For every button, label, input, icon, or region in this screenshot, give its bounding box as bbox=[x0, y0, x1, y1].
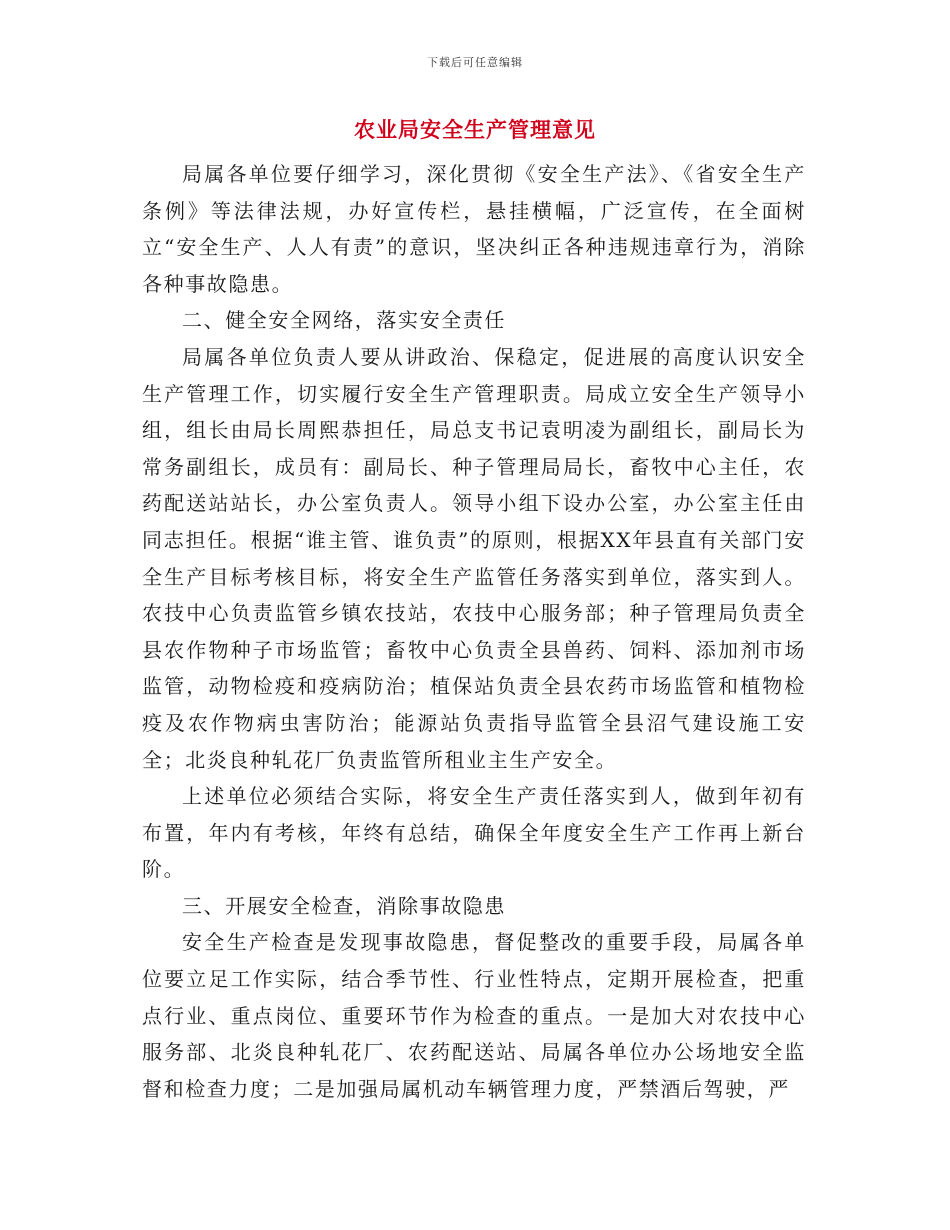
section-heading: 三、开展安全检查，消除事故隐患 bbox=[182, 893, 506, 918]
document-title: 农业局安全生产管理意见 bbox=[354, 117, 596, 142]
body-paragraph: 局属各单位负责人要从讲政治、保稳定，促进展的高度认识安全生产管理工作，切实履行安全生产管理职责。局成立安全生产领导小组，组长由局长周熙恭担任，局总支书记袁明凌为副组长，副局长为常务副组长，成员有：副局长、种子管理局局长，畜牧中心主任，农药配送站站长，办公室负责人。领导小组下设办公室，办公室主任由同志担任。根据“谁主管、谁负责”的原则，根据XX年县直有关部门安全生产目标考核目标，将安全生产监管任务落实到单位，落实到人。农技中心负责监管乡镇农技站，农技中心服务部；种子管理局负责全县农作物种子市场监管；畜牧中心负责全县兽药、饲料、添加剂市场监管，动物检疫和疫病防治；植保站负责全县农药市场监管和植物检疫及农作物病虫害防治；能源站负责指导监管全县沼气建设施工安全；北炎良种轧花厂负责监管所租业主生产安全。 bbox=[142, 344, 807, 772]
body-paragraph: 安全生产检查是发现事故隐患，督促整改的重要手段，局属各单位要立足工作实际，结合季节性、行业性特点，定期开展检查，把重点行业、重点岗位、重要环节作为检查的重点。一是加大对农技中心服务部、北炎良种轧花厂、农药配送站、局属各单位办公场地安全监督和检查力度；二是加强局属机动车辆管理力度，严禁酒后驾驶，严 bbox=[142, 930, 806, 1101]
document-body bbox=[142, 156, 806, 1107]
body-paragraph: 上述单位必须结合实际，将安全生产责任落实到人，做到年初有布置，年内有考核，年终有总结，确保全年度安全生产工作再上新台阶。 bbox=[142, 784, 806, 882]
section-heading: 二、健全安全网络，落实安全责任 bbox=[182, 308, 506, 333]
header-note: 下载后可任意编辑 bbox=[427, 56, 523, 69]
body-paragraph: 局属各单位要仔细学习，深化贯彻《安全生产法》、《省安全生产条例》等法律法规，办好宣传栏，悬挂横幅，广泛宣传，在全面树立“安全生产、人人有责”的意识，坚决纠正各种违规违章行为，消除各种事故隐患。 bbox=[142, 162, 806, 296]
